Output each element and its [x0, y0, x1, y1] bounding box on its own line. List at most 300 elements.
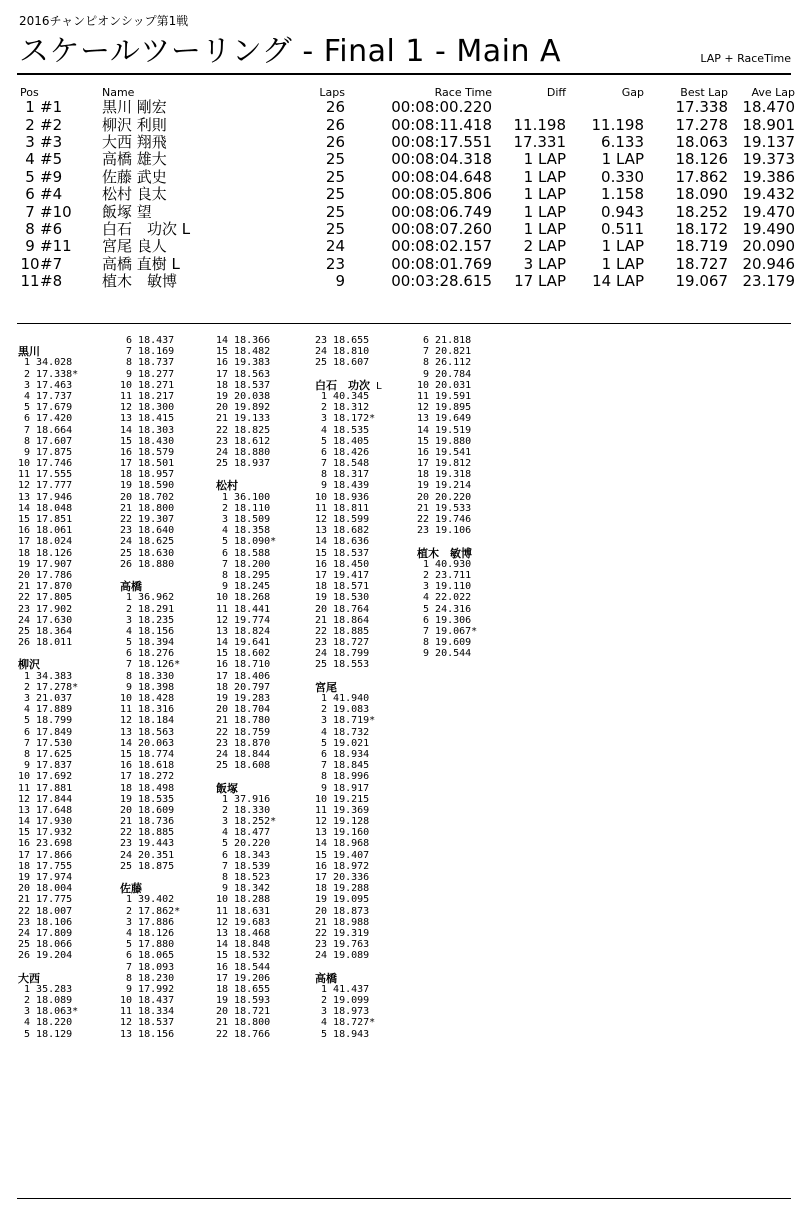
- result-num: #8: [40, 272, 63, 291]
- lap-time: 9 18.398: [120, 681, 175, 693]
- lap-time: 1 40.345: [315, 390, 370, 402]
- driver-lap-heading: [315, 682, 382, 693]
- lap-time: 3 17.886: [120, 916, 175, 928]
- lap-time: 3 18.172*: [315, 413, 376, 425]
- result-row: [20, 273, 795, 290]
- lap-time: 12 17.844: [18, 793, 73, 805]
- lap-time: 12 19.683: [216, 916, 271, 928]
- result-name: 大西 翔飛: [102, 132, 167, 151]
- lap-time: 15 17.851: [18, 514, 73, 525]
- result-best: 18.719: [675, 237, 728, 256]
- lap-time: 7 20.821: [417, 346, 472, 358]
- result-gap: 0.943: [601, 202, 644, 221]
- result-ave: 19.373: [742, 150, 795, 169]
- lap-time: 9 18.342: [216, 883, 271, 895]
- result-ave: 19.470: [742, 202, 795, 221]
- lap-time: 15 18.774: [120, 748, 175, 760]
- lap-time: 22 19.307: [120, 514, 175, 525]
- lap-time: 6 18.437: [120, 335, 175, 346]
- result-row: [20, 256, 795, 273]
- result-name: 高橋 直樹 L: [102, 254, 180, 273]
- lap-time: 22 18.885: [120, 827, 175, 839]
- lap-time: 13 18.156: [120, 1028, 175, 1040]
- lap-time: 6 18.343: [216, 849, 271, 861]
- driver-lap-heading: [417, 548, 477, 559]
- lap-time: 3 17.463: [18, 379, 73, 391]
- lap-time: 18 18.126: [18, 547, 73, 559]
- header-divider: [17, 73, 791, 75]
- lap-time: 26 18.011: [18, 637, 73, 649]
- page-title: スケールツーリング - Final 1 - Main A: [19, 34, 562, 69]
- lap-time: 5 18.090*: [216, 536, 277, 548]
- result-time: 00:08:06.749: [391, 202, 492, 221]
- lap-time: 13 18.468: [216, 927, 271, 939]
- result-laps: 25: [325, 185, 345, 204]
- result-time: 00:08:01.769: [391, 254, 492, 273]
- lap-time: 23 17.902: [18, 603, 73, 615]
- result-laps: 25: [325, 202, 345, 221]
- lap-time: 18 20.797: [216, 681, 271, 693]
- result-gap: 0.330: [601, 167, 644, 186]
- lap-time: 5 24.316: [417, 603, 472, 615]
- result-ave: 19.490: [742, 219, 795, 238]
- driver-name: 白石 功次: [315, 378, 370, 392]
- result-diff: 17 LAP: [514, 272, 566, 291]
- lap-time: 25 18.875: [120, 860, 175, 872]
- driver-name: 宮尾: [315, 680, 337, 694]
- lap-time: 7 18.169: [120, 346, 175, 358]
- result-laps: 26: [325, 132, 345, 151]
- lap-time: 9 20.784: [417, 368, 472, 380]
- lap-time: 21 18.988: [315, 916, 370, 928]
- lap-time: 17 18.501: [120, 458, 175, 470]
- lap-time: 7 17.530: [18, 737, 73, 749]
- result-ave: 18.901: [742, 115, 795, 134]
- lap-time: 17 17.866: [18, 849, 73, 861]
- lap-time: 7 18.548: [315, 458, 370, 470]
- result-diff: 2 LAP: [523, 237, 566, 256]
- lap-time: 22 19.746: [417, 514, 472, 525]
- result-num: #1: [40, 98, 63, 117]
- lap-time: 5 19.021: [315, 737, 370, 749]
- lap-time: 8 26.112: [417, 357, 472, 369]
- lap-time: 4 18.727*: [315, 1017, 376, 1029]
- lap-time: 7 18.093: [120, 961, 175, 973]
- lap-time: 24 20.351: [120, 849, 175, 861]
- result-pos: 4: [25, 150, 35, 169]
- lap-time: 2 18.110: [216, 502, 271, 514]
- lap-time: 3 18.235: [120, 614, 175, 626]
- lap-time: 4 17.889: [18, 704, 73, 716]
- lap-time: 13 17.648: [18, 804, 73, 816]
- result-diff: 1 LAP: [523, 150, 566, 169]
- lap-time: 4 22.022: [417, 592, 472, 604]
- lap-time: 12 18.184: [120, 715, 175, 727]
- driver-name: 高橋: [315, 971, 337, 985]
- lap-time: 23 18.612: [216, 435, 271, 447]
- result-name: 黒川 剛宏: [102, 98, 167, 117]
- lap-time: 23 19.443: [120, 838, 175, 850]
- lap-time: 16 18.710: [216, 659, 271, 671]
- lap-time: 18 18.957: [120, 469, 175, 481]
- lap-time: 21 18.800: [120, 502, 175, 514]
- lap-time: 19 20.038: [216, 390, 271, 402]
- lap-time: 11 18.631: [216, 905, 271, 917]
- lap-time: 2 18.312: [315, 402, 370, 414]
- result-row: [20, 99, 795, 116]
- lap-time: 18 18.571: [315, 581, 370, 593]
- result-row: [20, 134, 795, 151]
- lap-time: 24 17.809: [18, 927, 73, 939]
- result-best: 18.063: [675, 132, 728, 151]
- lap-time: 2 17.862*: [120, 905, 181, 917]
- lap-time: 8 17.607: [18, 435, 73, 447]
- driver-lap-heading: [315, 380, 382, 391]
- lap-time: 8 18.330: [120, 670, 175, 682]
- lap-time: 1 41.437: [315, 983, 370, 995]
- lap-time: 23 18.727: [315, 637, 370, 649]
- result-diff: 1 LAP: [523, 167, 566, 186]
- lap-time: 22 17.805: [18, 592, 73, 604]
- lap-time: 4 18.220: [18, 1017, 73, 1029]
- lap-time: 17 19.206: [216, 972, 271, 984]
- lap-time: 1 37.916: [216, 793, 271, 805]
- result-time: 00:08:11.418: [391, 115, 492, 134]
- lap-time: 3 18.973: [315, 1006, 370, 1018]
- result-diff: 1 LAP: [523, 202, 566, 221]
- results-header-cell: Pos: [20, 85, 39, 99]
- lap-column-4: [315, 335, 382, 1040]
- lap-time: 23 19.106: [417, 525, 472, 537]
- lap-time: 12 18.300: [120, 402, 175, 414]
- lap-time: 4 17.737: [18, 390, 73, 402]
- result-time: 00:08:02.157: [391, 237, 492, 256]
- lap-time: 21 18.736: [120, 816, 175, 828]
- lap-time: 1 34.028: [18, 357, 73, 369]
- result-best: 18.252: [675, 202, 728, 221]
- lap-time: 3 19.110: [417, 581, 472, 593]
- results-header-row: [20, 85, 795, 99]
- lap-time: 22 18.766: [216, 1028, 271, 1040]
- lap-column-2: [120, 335, 180, 1040]
- lap-time: 11 19.369: [315, 804, 370, 816]
- result-diff: 11.198: [513, 115, 566, 134]
- lap-time: 24 18.810: [315, 346, 370, 358]
- result-laps: 25: [325, 219, 345, 238]
- result-num: #5: [40, 150, 63, 169]
- driver-name: 飯塚: [216, 781, 238, 795]
- lap-time: 15 18.537: [315, 547, 370, 559]
- lap-time: 10 17.692: [18, 771, 73, 783]
- result-pos: 11: [20, 272, 40, 291]
- results-header-cell: [40, 85, 102, 99]
- lap-time: 22 18.759: [216, 726, 271, 738]
- lap-time: 6 18.426: [315, 446, 370, 458]
- lap-time: 12 19.895: [417, 402, 472, 414]
- lap-time: 14 18.048: [18, 502, 73, 514]
- result-row: [20, 238, 795, 255]
- lap-time: 10 18.437: [120, 995, 175, 1007]
- lap-time: 14 19.519: [417, 424, 472, 436]
- lap-time: 1 39.402: [120, 894, 175, 906]
- lap-time: 19 17.974: [18, 872, 73, 883]
- lap-time: 25 18.937: [216, 458, 271, 470]
- lap-time: 11 18.441: [216, 603, 271, 615]
- result-best: 17.862: [675, 167, 728, 186]
- lap-time: 25 18.608: [216, 760, 271, 772]
- lap-time: 25 18.630: [120, 547, 175, 559]
- lap-time: 18 18.655: [216, 983, 271, 995]
- lap-time: 6 18.276: [120, 648, 175, 660]
- lap-time: 25 18.607: [315, 357, 370, 369]
- lap-time: 18 17.755: [18, 860, 73, 872]
- lap-time: 6 19.306: [417, 614, 472, 626]
- result-best: 18.090: [675, 185, 728, 204]
- result-laps: 9: [335, 272, 345, 291]
- lap-time: 25 18.364: [18, 625, 73, 637]
- result-ave: 20.946: [742, 254, 795, 273]
- results-header-cell: Best Lap: [680, 85, 728, 99]
- result-gap: 1.158: [601, 185, 644, 204]
- lap-time: 20 20.220: [417, 491, 472, 503]
- lap-time: 9 17.875: [18, 446, 73, 458]
- result-best: 17.338: [675, 98, 728, 117]
- lap-time: 19 19.214: [417, 480, 472, 492]
- driver-name: 松村: [216, 479, 238, 493]
- lap-time: 13 17.946: [18, 491, 73, 503]
- lap-time: 2 19.099: [315, 995, 370, 1007]
- lap-column-5: [417, 335, 477, 659]
- lap-time: 10 19.215: [315, 793, 370, 805]
- lap-time: 10 18.428: [120, 693, 175, 704]
- lap-time: 17 18.024: [18, 536, 73, 548]
- result-best: 17.278: [675, 115, 728, 134]
- lap-time: 9 18.277: [120, 368, 175, 380]
- driver-lap-heading: [18, 973, 78, 984]
- lap-time: 17 20.336: [315, 872, 370, 883]
- result-pos: 3: [25, 132, 35, 151]
- lap-time: 11 18.811: [315, 502, 370, 514]
- lap-time: 1 41.940: [315, 693, 370, 704]
- lap-time: 9 17.837: [18, 760, 73, 772]
- lap-time: 21 19.533: [417, 502, 472, 514]
- results-header-cell: Laps: [319, 85, 345, 99]
- result-time: 00:08:07.260: [391, 219, 492, 238]
- lap-time: 11 18.334: [120, 1006, 175, 1018]
- lap-time: 18 19.318: [417, 469, 472, 481]
- lap-time: 3 18.063*: [18, 1006, 79, 1018]
- lap-time: 9 17.992: [120, 983, 175, 995]
- lap-time: 26 19.204: [18, 950, 73, 962]
- lap-time: 6 18.065: [120, 950, 175, 962]
- lap-time: 21 17.775: [18, 894, 73, 906]
- driver-lap-heading: [216, 480, 276, 491]
- result-time: 00:08:05.806: [391, 185, 492, 204]
- lap-time: 23 18.640: [120, 525, 175, 537]
- driver-name: 黒川: [18, 345, 40, 359]
- driver-lap-heading: [120, 581, 180, 592]
- result-row: [20, 116, 795, 133]
- result-num: #11: [40, 237, 72, 256]
- lap-time: 17 18.272: [120, 771, 175, 783]
- lap-time: 14 18.848: [216, 939, 271, 951]
- lap-time: 7 18.845: [315, 760, 370, 772]
- lap-time: 2 17.338*: [18, 368, 79, 380]
- lap-time: 3 18.509: [216, 514, 271, 525]
- result-num: #4: [40, 185, 63, 204]
- lap-time: 9 18.245: [216, 581, 271, 593]
- result-time: 00:03:28.615: [391, 272, 492, 291]
- result-pos: 9: [25, 237, 35, 256]
- lap-time: 17 18.563: [216, 368, 271, 380]
- lap-time: 20 18.609: [120, 804, 175, 816]
- result-laps: 24: [325, 237, 345, 256]
- lap-time: 11 19.591: [417, 390, 472, 402]
- result-row: [20, 203, 795, 220]
- result-name: 佐藤 武史: [102, 167, 167, 186]
- lap-time: 15 18.482: [216, 346, 271, 358]
- result-row: [20, 221, 795, 238]
- result-time: 00:08:04.648: [391, 167, 492, 186]
- result-gap: 0.511: [601, 219, 644, 238]
- lap-time: 10 18.288: [216, 894, 271, 906]
- lap-time: 8 18.317: [315, 469, 370, 481]
- result-laps: 23: [325, 254, 345, 273]
- results-divider: [17, 323, 791, 324]
- lap-time: 11 17.555: [18, 469, 73, 481]
- result-name: 白石 功次 L: [102, 219, 191, 238]
- lap-time: 15 19.407: [315, 849, 370, 861]
- result-laps: 25: [325, 167, 345, 186]
- lap-time: 11 18.217: [120, 390, 175, 402]
- lap-time: 5 20.220: [216, 838, 271, 850]
- lap-time: 13 19.160: [315, 827, 370, 839]
- lap-time: 8 18.996: [315, 771, 370, 783]
- result-gap: [566, 99, 644, 116]
- driver-lap-heading: [120, 883, 180, 894]
- lap-time: 4 18.732: [315, 726, 370, 738]
- lap-time: 15 19.880: [417, 435, 472, 447]
- lap-time: 19 19.095: [315, 894, 370, 906]
- lap-time: 25 18.066: [18, 939, 73, 951]
- lap-time: 1 34.383: [18, 670, 73, 682]
- lap-time: 10 18.936: [315, 491, 370, 503]
- lap-time: 14 18.636: [315, 536, 370, 548]
- result-pos: 10: [20, 254, 40, 273]
- lap-time: 15 17.932: [18, 827, 73, 839]
- lap-time: 2 18.089: [18, 995, 73, 1007]
- lap-time: 23 18.870: [216, 737, 271, 749]
- lap-time: 4 18.126: [120, 927, 175, 939]
- lap-time: 8 18.295: [216, 569, 271, 581]
- result-ave: 18.470: [742, 98, 795, 117]
- lap-time: 14 18.968: [315, 838, 370, 850]
- lap-time: 16 18.972: [315, 860, 370, 872]
- results-header-cell: Gap: [621, 85, 644, 99]
- lap-column-3: [216, 335, 276, 1040]
- result-ave: 19.137: [742, 132, 795, 151]
- lap-time: 5 18.405: [315, 435, 370, 447]
- result-laps: 26: [325, 115, 345, 134]
- result-pos: 1: [25, 98, 35, 117]
- lap-time: 14 19.641: [216, 637, 271, 649]
- result-time: 00:08:17.551: [391, 132, 492, 151]
- lap-time: 13 18.415: [120, 413, 175, 425]
- lap-time: 22 18.825: [216, 424, 271, 436]
- lap-time: 3 18.719*: [315, 715, 376, 727]
- lap-time: 12 18.537: [120, 1017, 175, 1029]
- result-num: #10: [40, 202, 72, 221]
- lap-time: 10 20.031: [417, 379, 472, 391]
- result-gap: 1 LAP: [601, 254, 644, 273]
- lap-time: 21 18.800: [216, 1017, 271, 1029]
- lap-time: 5 18.799: [18, 715, 73, 727]
- lap-time: 15 18.532: [216, 950, 271, 962]
- lap-time: 7 19.067*: [417, 625, 478, 637]
- result-laps: 25: [325, 150, 345, 169]
- lap-time: 15 18.602: [216, 648, 271, 660]
- footer-divider: [17, 1198, 791, 1199]
- lap-time: 6 18.934: [315, 748, 370, 760]
- lap-time: 19 18.590: [120, 480, 175, 492]
- result-gap: 11.198: [591, 115, 644, 134]
- lap-time: 16 18.061: [18, 525, 73, 537]
- lap-time: 20 18.721: [216, 1006, 271, 1018]
- lap-time: 2 17.278*: [18, 681, 79, 693]
- lap-time: 24 18.844: [216, 748, 271, 760]
- lap-time: 5 18.943: [315, 1028, 370, 1040]
- result-row: [20, 151, 795, 168]
- lap-time: 20 17.786: [18, 569, 73, 581]
- lap-time: 10 18.271: [120, 379, 175, 391]
- lap-time: 21 17.870: [18, 581, 73, 593]
- lap-time: 16 19.383: [216, 357, 271, 369]
- lap-time: 20 18.004: [18, 883, 73, 895]
- lap-time: 24 18.880: [216, 446, 271, 458]
- lap-time: 15 18.430: [120, 435, 175, 447]
- result-diff: 3 LAP: [523, 254, 566, 273]
- lap-time: 17 19.812: [417, 458, 472, 470]
- lap-time: 5 18.394: [120, 637, 175, 649]
- result-pos: 6: [25, 185, 35, 204]
- result-diff: 1 LAP: [523, 185, 566, 204]
- driver-lap-heading: [315, 973, 382, 984]
- result-gap: 14 LAP: [592, 272, 644, 291]
- result-best: 19.067: [675, 272, 728, 291]
- result-pos: 8: [25, 219, 35, 238]
- lap-time: 19 18.593: [216, 995, 271, 1007]
- lap-time: 12 17.777: [18, 480, 73, 492]
- results-header-cell: Name: [102, 85, 135, 99]
- lap-time: 16 18.579: [120, 446, 175, 458]
- page-subtitle: LAP + RaceTime: [700, 52, 791, 65]
- lap-time: 7 18.539: [216, 860, 271, 872]
- lap-time: 23 18.106: [18, 916, 73, 928]
- lap-time: 13 18.682: [315, 525, 370, 537]
- lap-time: 17 19.417: [315, 569, 370, 581]
- result-name: 植木 敏博: [102, 272, 178, 291]
- lap-time: 22 18.885: [315, 625, 370, 637]
- result-best: 18.126: [675, 150, 728, 169]
- lap-time: 16 19.541: [417, 446, 472, 458]
- driver-suffix: L: [370, 380, 383, 392]
- lap-time: 16 23.698: [18, 838, 73, 850]
- result-row: [20, 186, 795, 203]
- result-best: 18.727: [675, 254, 728, 273]
- lap-time: 1 36.962: [120, 592, 175, 604]
- lap-column-1: [18, 335, 78, 1040]
- lap-time: 3 18.252*: [216, 816, 277, 828]
